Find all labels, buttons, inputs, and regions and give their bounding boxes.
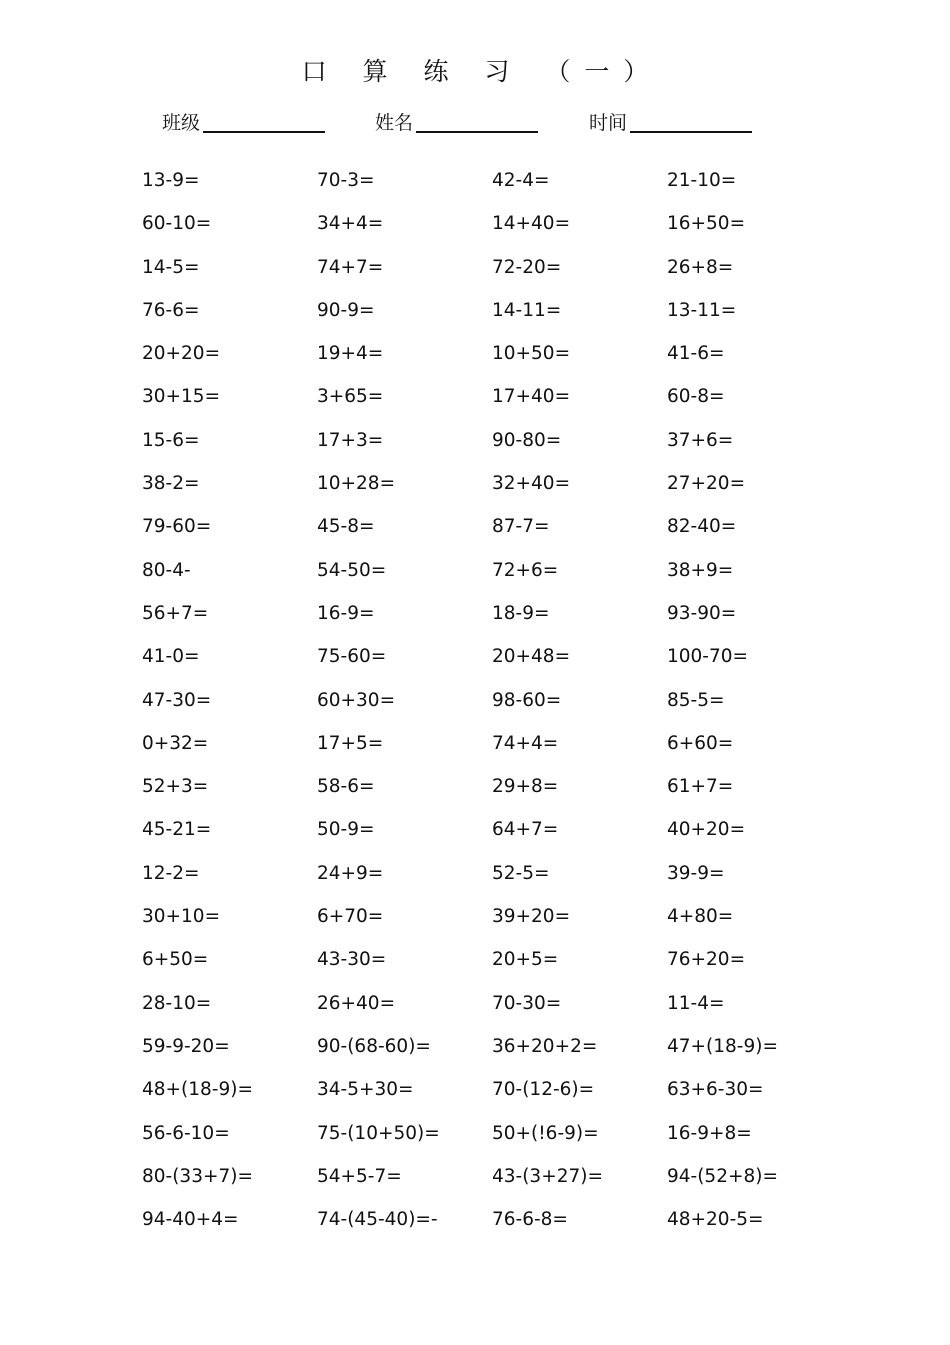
problem-cell: 10+50=: [492, 343, 571, 365]
problem-cell: 28-10=: [142, 992, 212, 1014]
problem-cell: 50+(!6-9)=: [492, 1122, 599, 1144]
problem-cell: 60-8=: [667, 386, 725, 408]
time-field: [589, 108, 752, 135]
problem-cell: 63+6-30=: [667, 1079, 764, 1101]
problem-cell: 14+40=: [492, 213, 571, 235]
problem-cell: 6+50=: [142, 949, 209, 971]
problem-cell: 50-9=: [317, 819, 375, 841]
problem-cell: 61+7=: [667, 776, 734, 798]
problem-row: [142, 168, 842, 211]
problem-cell: 20+20=: [142, 343, 221, 365]
problem-cell: 60-10=: [142, 213, 212, 235]
problem-row: [142, 947, 842, 990]
problem-cell: 39-9=: [667, 862, 725, 884]
problem-cell: 14-5=: [142, 256, 200, 278]
time-label: 时间: [589, 112, 628, 134]
problem-cell: 36+20+2=: [492, 1035, 598, 1057]
problem-cell: 59-9-20=: [142, 1035, 230, 1057]
problem-cell: 60+30=: [317, 689, 396, 711]
problem-cell: 4+80=: [667, 906, 734, 928]
problem-row: [142, 904, 842, 947]
class-label: 班级: [162, 112, 201, 134]
problem-cell: 74+4=: [492, 732, 559, 754]
problem-cell: 30+15=: [142, 386, 221, 408]
problem-cell: 47+(18-9)=: [667, 1035, 778, 1057]
problem-cell: 17+5=: [317, 732, 384, 754]
problem-cell: 34-5+30=: [317, 1079, 414, 1101]
problem-cell: 70-(12-6)=: [492, 1079, 595, 1101]
problem-cell: 72-20=: [492, 256, 562, 278]
problem-cell: 41-6=: [667, 343, 725, 365]
problem-cell: 30+10=: [142, 906, 221, 928]
problem-cell: 52-5=: [492, 862, 550, 884]
problem-row: [142, 817, 842, 860]
problem-row: [142, 298, 842, 341]
problem-cell: 64+7=: [492, 819, 559, 841]
problem-cell: 24+9=: [317, 862, 384, 884]
problem-cell: 74+7=: [317, 256, 384, 278]
time-blank-line[interactable]: [630, 131, 752, 133]
problem-row: [142, 1207, 842, 1250]
problem-cell: 74-(45-40)=-: [317, 1209, 438, 1231]
problem-cell: 90-(68-60)=: [317, 1035, 431, 1057]
problem-cell: 48+(18-9)=: [142, 1079, 253, 1101]
problem-cell: 45-21=: [142, 819, 212, 841]
problem-cell: 26+8=: [667, 256, 734, 278]
problem-row: [142, 255, 842, 298]
problem-row: [142, 861, 842, 904]
problem-cell: 93-90=: [667, 602, 737, 624]
problem-row: [142, 991, 842, 1034]
problem-cell: 16-9=: [317, 602, 375, 624]
problem-cell: 56+7=: [142, 602, 209, 624]
problem-cell: 15-6=: [142, 429, 200, 451]
problem-cell: 34+4=: [317, 213, 384, 235]
problem-row: [142, 558, 842, 601]
problem-cell: 41-0=: [142, 646, 200, 668]
class-blank-line[interactable]: [203, 131, 325, 133]
problem-cell: 42-4=: [492, 170, 550, 191]
problem-cell: 72+6=: [492, 559, 559, 581]
problem-cell: 14-11=: [492, 299, 562, 321]
problem-cell: 70-30=: [492, 992, 562, 1014]
problem-cell: 21-10=: [667, 170, 737, 191]
problem-cell: 94-(52+8)=: [667, 1165, 778, 1187]
problem-cell: 82-40=: [667, 516, 737, 538]
problem-cell: 90-80=: [492, 429, 562, 451]
problem-row: [142, 774, 842, 817]
problem-row: [142, 601, 842, 644]
problem-row: [142, 1077, 842, 1120]
problem-cell: 32+40=: [492, 473, 571, 495]
problem-cell: 39+20=: [492, 906, 571, 928]
problem-row: [142, 644, 842, 687]
problem-cell: 6+60=: [667, 732, 734, 754]
problem-row: [142, 731, 842, 774]
problem-cell: 48+20-5=: [667, 1209, 764, 1231]
problem-row: [142, 1164, 842, 1207]
problem-row: [142, 1034, 842, 1077]
problem-cell: 87-7=: [492, 516, 550, 538]
problem-cell: 54+5-7=: [317, 1165, 402, 1187]
problem-cell: 98-60=: [492, 689, 562, 711]
problem-cell: 100-70=: [667, 646, 749, 668]
problem-cell: 11-4=: [667, 992, 725, 1014]
name-label: 姓名: [375, 112, 414, 134]
class-field: [162, 108, 325, 135]
problem-cell: 10+28=: [317, 473, 396, 495]
problem-cell: 16-9+8=: [667, 1122, 752, 1144]
name-blank-line[interactable]: [416, 131, 538, 133]
problem-cell: 20+48=: [492, 646, 571, 668]
problem-cell: 13-11=: [667, 299, 737, 321]
problem-row: [142, 1121, 842, 1164]
problem-cell: 45-8=: [317, 516, 375, 538]
page-title: 口 算 练 习 （一）: [301, 57, 663, 86]
problem-cell: 0+32=: [142, 732, 209, 754]
problem-cell: 20+5=: [492, 949, 559, 971]
problem-cell: 19+4=: [317, 343, 384, 365]
problem-cell: 94-40+4=: [142, 1209, 239, 1231]
problem-cell: 43-30=: [317, 949, 387, 971]
problem-cell: 54-50=: [317, 559, 387, 581]
problem-cell: 70-3=: [317, 170, 375, 191]
problem-cell: 56-6-10=: [142, 1122, 230, 1144]
problem-row: [142, 341, 842, 384]
problem-cell: 17+40=: [492, 386, 571, 408]
problem-cell: 85-5=: [667, 689, 725, 711]
problem-cell: 40+20=: [667, 819, 746, 841]
problem-cell: 37+6=: [667, 429, 734, 451]
problem-cell: 43-(3+27)=: [492, 1165, 603, 1187]
problem-cell: 29+8=: [492, 776, 559, 798]
problem-cell: 80-(33+7)=: [142, 1165, 253, 1187]
problem-cell: 3+65=: [317, 386, 384, 408]
problem-grid: [142, 168, 842, 1250]
problem-cell: 76+20=: [667, 949, 746, 971]
problem-cell: 58-6=: [317, 776, 375, 798]
problem-row: [142, 428, 842, 471]
problem-cell: 90-9=: [317, 299, 375, 321]
problem-cell: 12-2=: [142, 862, 200, 884]
student-info-row: [0, 108, 950, 138]
problem-row: [142, 688, 842, 731]
problem-cell: 76-6=: [142, 299, 200, 321]
problem-cell: 38+9=: [667, 559, 734, 581]
problem-row: [142, 514, 842, 557]
problem-cell: 6+70=: [317, 906, 384, 928]
problem-cell: 52+3=: [142, 776, 209, 798]
problem-cell: 38-2=: [142, 473, 200, 495]
problem-cell: 16+50=: [667, 213, 746, 235]
name-field: [375, 108, 538, 135]
problem-cell: 80-4-: [142, 559, 191, 581]
problem-cell: 26+40=: [317, 992, 396, 1014]
problem-row: [142, 471, 842, 514]
problem-cell: 13-9=: [142, 170, 200, 191]
problem-cell: 76-6-8=: [492, 1209, 568, 1231]
problem-row: [142, 384, 842, 427]
problem-cell: 79-60=: [142, 516, 212, 538]
problem-cell: 18-9=: [492, 602, 550, 624]
problem-cell: 75-(10+50)=: [317, 1122, 440, 1144]
problem-row: [142, 211, 842, 254]
problem-cell: 47-30=: [142, 689, 212, 711]
problem-cell: 75-60=: [317, 646, 387, 668]
problem-cell: 27+20=: [667, 473, 746, 495]
problem-cell: 17+3=: [317, 429, 384, 451]
